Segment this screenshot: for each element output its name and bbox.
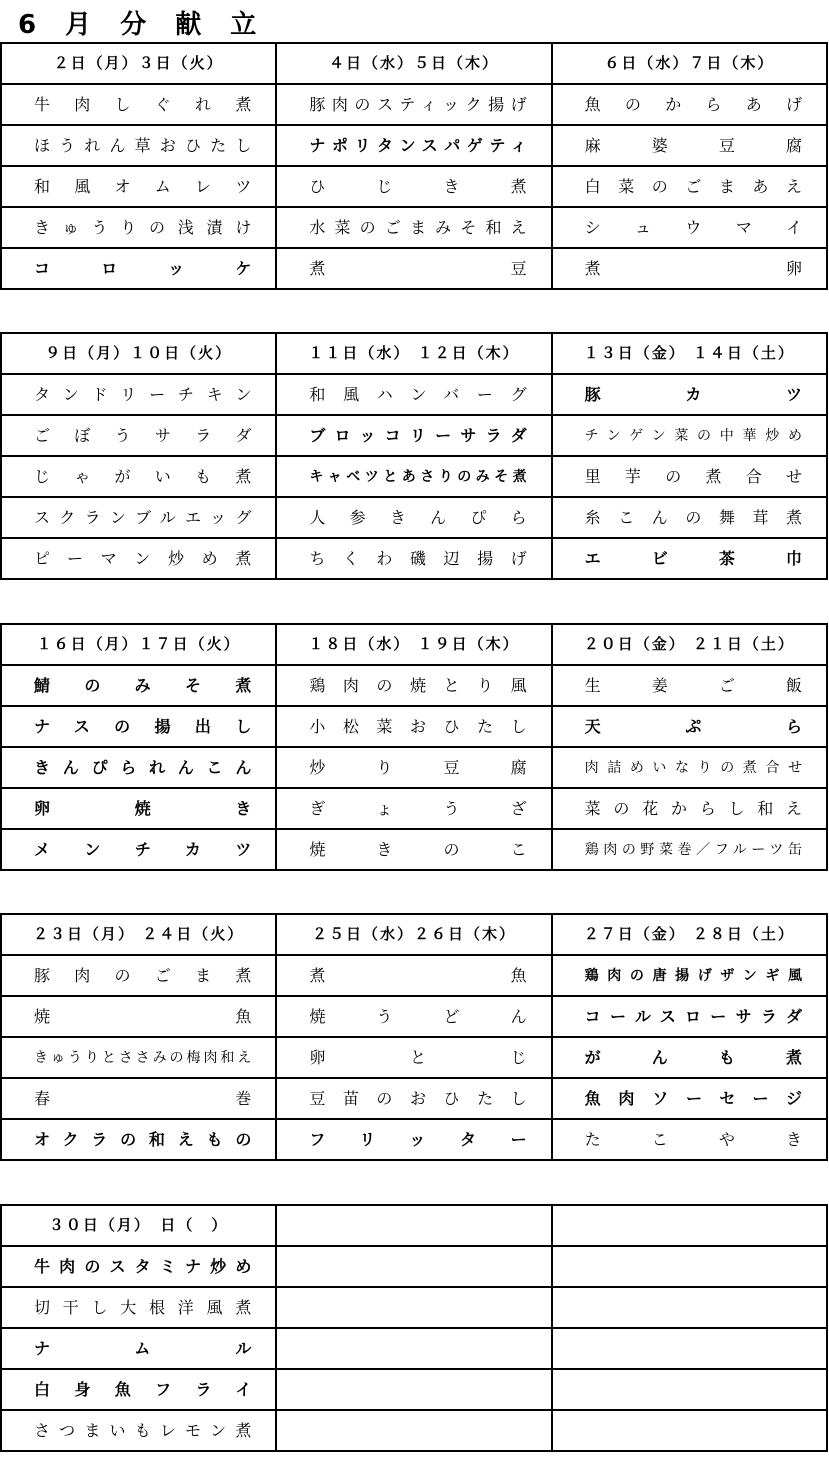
dish-cell: ナムル bbox=[1, 1328, 276, 1369]
dish-cell: 水菜のごまみそ和え bbox=[276, 207, 551, 248]
dish-cell: 炒り豆腐 bbox=[276, 747, 551, 788]
dish-cell: きゅうりの浅漬け bbox=[1, 207, 276, 248]
dish-row bbox=[1, 665, 827, 706]
dish-cell: 和風ハンバーグ bbox=[276, 374, 551, 415]
dish-cell: 生姜ご飯 bbox=[552, 665, 827, 706]
empty-cell bbox=[552, 1328, 827, 1369]
dish-cell: 鯖のみそ煮 bbox=[1, 665, 276, 706]
dish-cell: 白菜のごまあえ bbox=[552, 166, 827, 207]
day-header: ２０日（金） ２１日（土） bbox=[552, 624, 827, 665]
week-table bbox=[0, 913, 828, 1161]
dish-row bbox=[1, 166, 827, 207]
dish-row bbox=[1, 1037, 827, 1078]
day-header: １３日（金） １４日（土） bbox=[552, 333, 827, 374]
dish-cell: さつまいもレモン煮 bbox=[1, 1410, 276, 1451]
dish-cell: がんも煮 bbox=[552, 1037, 827, 1078]
dish-row bbox=[1, 1287, 827, 1328]
dish-row bbox=[1, 538, 827, 579]
empty-cell bbox=[552, 1410, 827, 1451]
dish-row bbox=[1, 248, 827, 289]
empty-cell bbox=[552, 1287, 827, 1328]
dish-row bbox=[1, 788, 827, 829]
dish-cell: エビ茶巾 bbox=[552, 538, 827, 579]
day-header: ６日（水）７日（木） bbox=[552, 43, 827, 84]
dish-cell: 人参きんぴら bbox=[276, 497, 551, 538]
dish-cell: 煮魚 bbox=[276, 955, 551, 996]
dish-row bbox=[1, 1328, 827, 1369]
dish-cell: ぎょうざ bbox=[276, 788, 551, 829]
dish-cell: 魚肉ソーセージ bbox=[552, 1078, 827, 1119]
dish-cell: メンチカツ bbox=[1, 829, 276, 870]
dish-cell: 牛肉しぐれ煮 bbox=[1, 84, 276, 125]
dish-cell: 鶏肉の野菜巻／フルーツ缶 bbox=[552, 829, 827, 870]
day-header: ２日（月）３日（火） bbox=[1, 43, 276, 84]
dish-row bbox=[1, 996, 827, 1037]
empty-cell bbox=[276, 1246, 551, 1287]
week-header-row bbox=[1, 43, 827, 84]
dish-cell: 鶏肉の唐揚げザンギ風 bbox=[552, 955, 827, 996]
dish-cell: 魚のからあげ bbox=[552, 84, 827, 125]
empty-cell bbox=[276, 1410, 551, 1451]
dish-cell: 里芋の煮合せ bbox=[552, 456, 827, 497]
dish-cell: ほうれん草おひたし bbox=[1, 125, 276, 166]
dish-cell: たこやき bbox=[552, 1119, 827, 1160]
dish-cell: 鶏肉の焼とり風 bbox=[276, 665, 551, 706]
dish-row bbox=[1, 456, 827, 497]
day-header: ４日（水）５日（木） bbox=[276, 43, 551, 84]
dish-cell: 小松菜おひたし bbox=[276, 706, 551, 747]
dish-cell: 切干し大根洋風煮 bbox=[1, 1287, 276, 1328]
dish-cell: きゅうりとささみの梅肉和え bbox=[1, 1037, 276, 1078]
dish-cell: 卵とじ bbox=[276, 1037, 551, 1078]
day-header: ９日（月）１０日（火） bbox=[1, 333, 276, 374]
dish-cell: ちくわ磯辺揚げ bbox=[276, 538, 551, 579]
day-header: ２５日（水）２６日（木） bbox=[276, 914, 551, 955]
dish-cell: 焼きのこ bbox=[276, 829, 551, 870]
dish-row bbox=[1, 497, 827, 538]
day-header: １１日（水） １２日（木） bbox=[276, 333, 551, 374]
day-header: ２３日（月） ２４日（火） bbox=[1, 914, 276, 955]
dish-cell: ピーマン炒め煮 bbox=[1, 538, 276, 579]
dish-cell: ナポリタンスパゲティ bbox=[276, 125, 551, 166]
week-table bbox=[0, 1204, 828, 1452]
week-table bbox=[0, 332, 828, 580]
empty-cell bbox=[276, 1369, 551, 1410]
dish-row bbox=[1, 415, 827, 456]
day-header: １８日（水） １９日（木） bbox=[276, 624, 551, 665]
dish-cell: 糸こんの舞茸煮 bbox=[552, 497, 827, 538]
dish-cell: 肉詰めいなりの煮合せ bbox=[552, 747, 827, 788]
dish-cell: 焼魚 bbox=[1, 996, 276, 1037]
week-header-row bbox=[1, 914, 827, 955]
dish-row bbox=[1, 84, 827, 125]
dish-cell: 豆苗のおひたし bbox=[276, 1078, 551, 1119]
week-header-row bbox=[1, 333, 827, 374]
day-header: ３０日（月） 日（ ） bbox=[1, 1205, 276, 1246]
dish-row bbox=[1, 1119, 827, 1160]
dish-row bbox=[1, 207, 827, 248]
dish-cell: 豚肉のごま煮 bbox=[1, 955, 276, 996]
empty-header-cell bbox=[276, 1205, 551, 1246]
dish-cell: きんぴられんこん bbox=[1, 747, 276, 788]
dish-row bbox=[1, 706, 827, 747]
dish-row bbox=[1, 1410, 827, 1451]
week-header-row bbox=[1, 1205, 827, 1246]
empty-cell bbox=[276, 1328, 551, 1369]
dish-row bbox=[1, 1246, 827, 1287]
dish-cell: 豚肉のスティック揚げ bbox=[276, 84, 551, 125]
dish-cell: 和風オムレツ bbox=[1, 166, 276, 207]
dish-row bbox=[1, 1078, 827, 1119]
dish-row bbox=[1, 374, 827, 415]
dish-cell: 焼うどん bbox=[276, 996, 551, 1037]
day-header: ２７日（金） ２８日（土） bbox=[552, 914, 827, 955]
dish-cell: 天ぷら bbox=[552, 706, 827, 747]
dish-cell: スクランブルエッグ bbox=[1, 497, 276, 538]
dish-cell: ブロッコリーサラダ bbox=[276, 415, 551, 456]
week-table bbox=[0, 42, 828, 290]
dish-cell: タンドリーチキン bbox=[1, 374, 276, 415]
week-table bbox=[0, 623, 828, 871]
dish-row bbox=[1, 747, 827, 788]
dish-row bbox=[1, 1369, 827, 1410]
dish-row bbox=[1, 955, 827, 996]
dish-cell: 煮卵 bbox=[552, 248, 827, 289]
dish-cell: オクラの和えもの bbox=[1, 1119, 276, 1160]
dish-row bbox=[1, 125, 827, 166]
empty-cell bbox=[276, 1287, 551, 1328]
dish-cell: キャベツとあさりのみそ煮 bbox=[276, 456, 551, 497]
dish-cell: チンゲン菜の中華炒め bbox=[552, 415, 827, 456]
dish-cell: シュウマイ bbox=[552, 207, 827, 248]
dish-cell: 牛肉のスタミナ炒め bbox=[1, 1246, 276, 1287]
dish-cell: ナスの揚出し bbox=[1, 706, 276, 747]
dish-cell: 白身魚フライ bbox=[1, 1369, 276, 1410]
dish-cell: 煮豆 bbox=[276, 248, 551, 289]
dish-cell: 麻婆豆腐 bbox=[552, 125, 827, 166]
dish-cell: コールスローサラダ bbox=[552, 996, 827, 1037]
empty-cell bbox=[552, 1246, 827, 1287]
dish-cell: 卵焼き bbox=[1, 788, 276, 829]
dish-cell: じゃがいも煮 bbox=[1, 456, 276, 497]
dish-cell: コロッケ bbox=[1, 248, 276, 289]
dish-cell: 豚カツ bbox=[552, 374, 827, 415]
empty-cell bbox=[552, 1369, 827, 1410]
dish-cell: 菜の花からし和え bbox=[552, 788, 827, 829]
dish-row bbox=[1, 829, 827, 870]
page-title: 6 月 分 献 立 bbox=[18, 10, 267, 40]
dish-cell: 春巻 bbox=[1, 1078, 276, 1119]
week-header-row bbox=[1, 624, 827, 665]
dish-cell: フリッター bbox=[276, 1119, 551, 1160]
empty-header-cell bbox=[552, 1205, 827, 1246]
dish-cell: ひじき煮 bbox=[276, 166, 551, 207]
dish-cell: ごぼうサラダ bbox=[1, 415, 276, 456]
day-header: １６日（月）１７日（火） bbox=[1, 624, 276, 665]
